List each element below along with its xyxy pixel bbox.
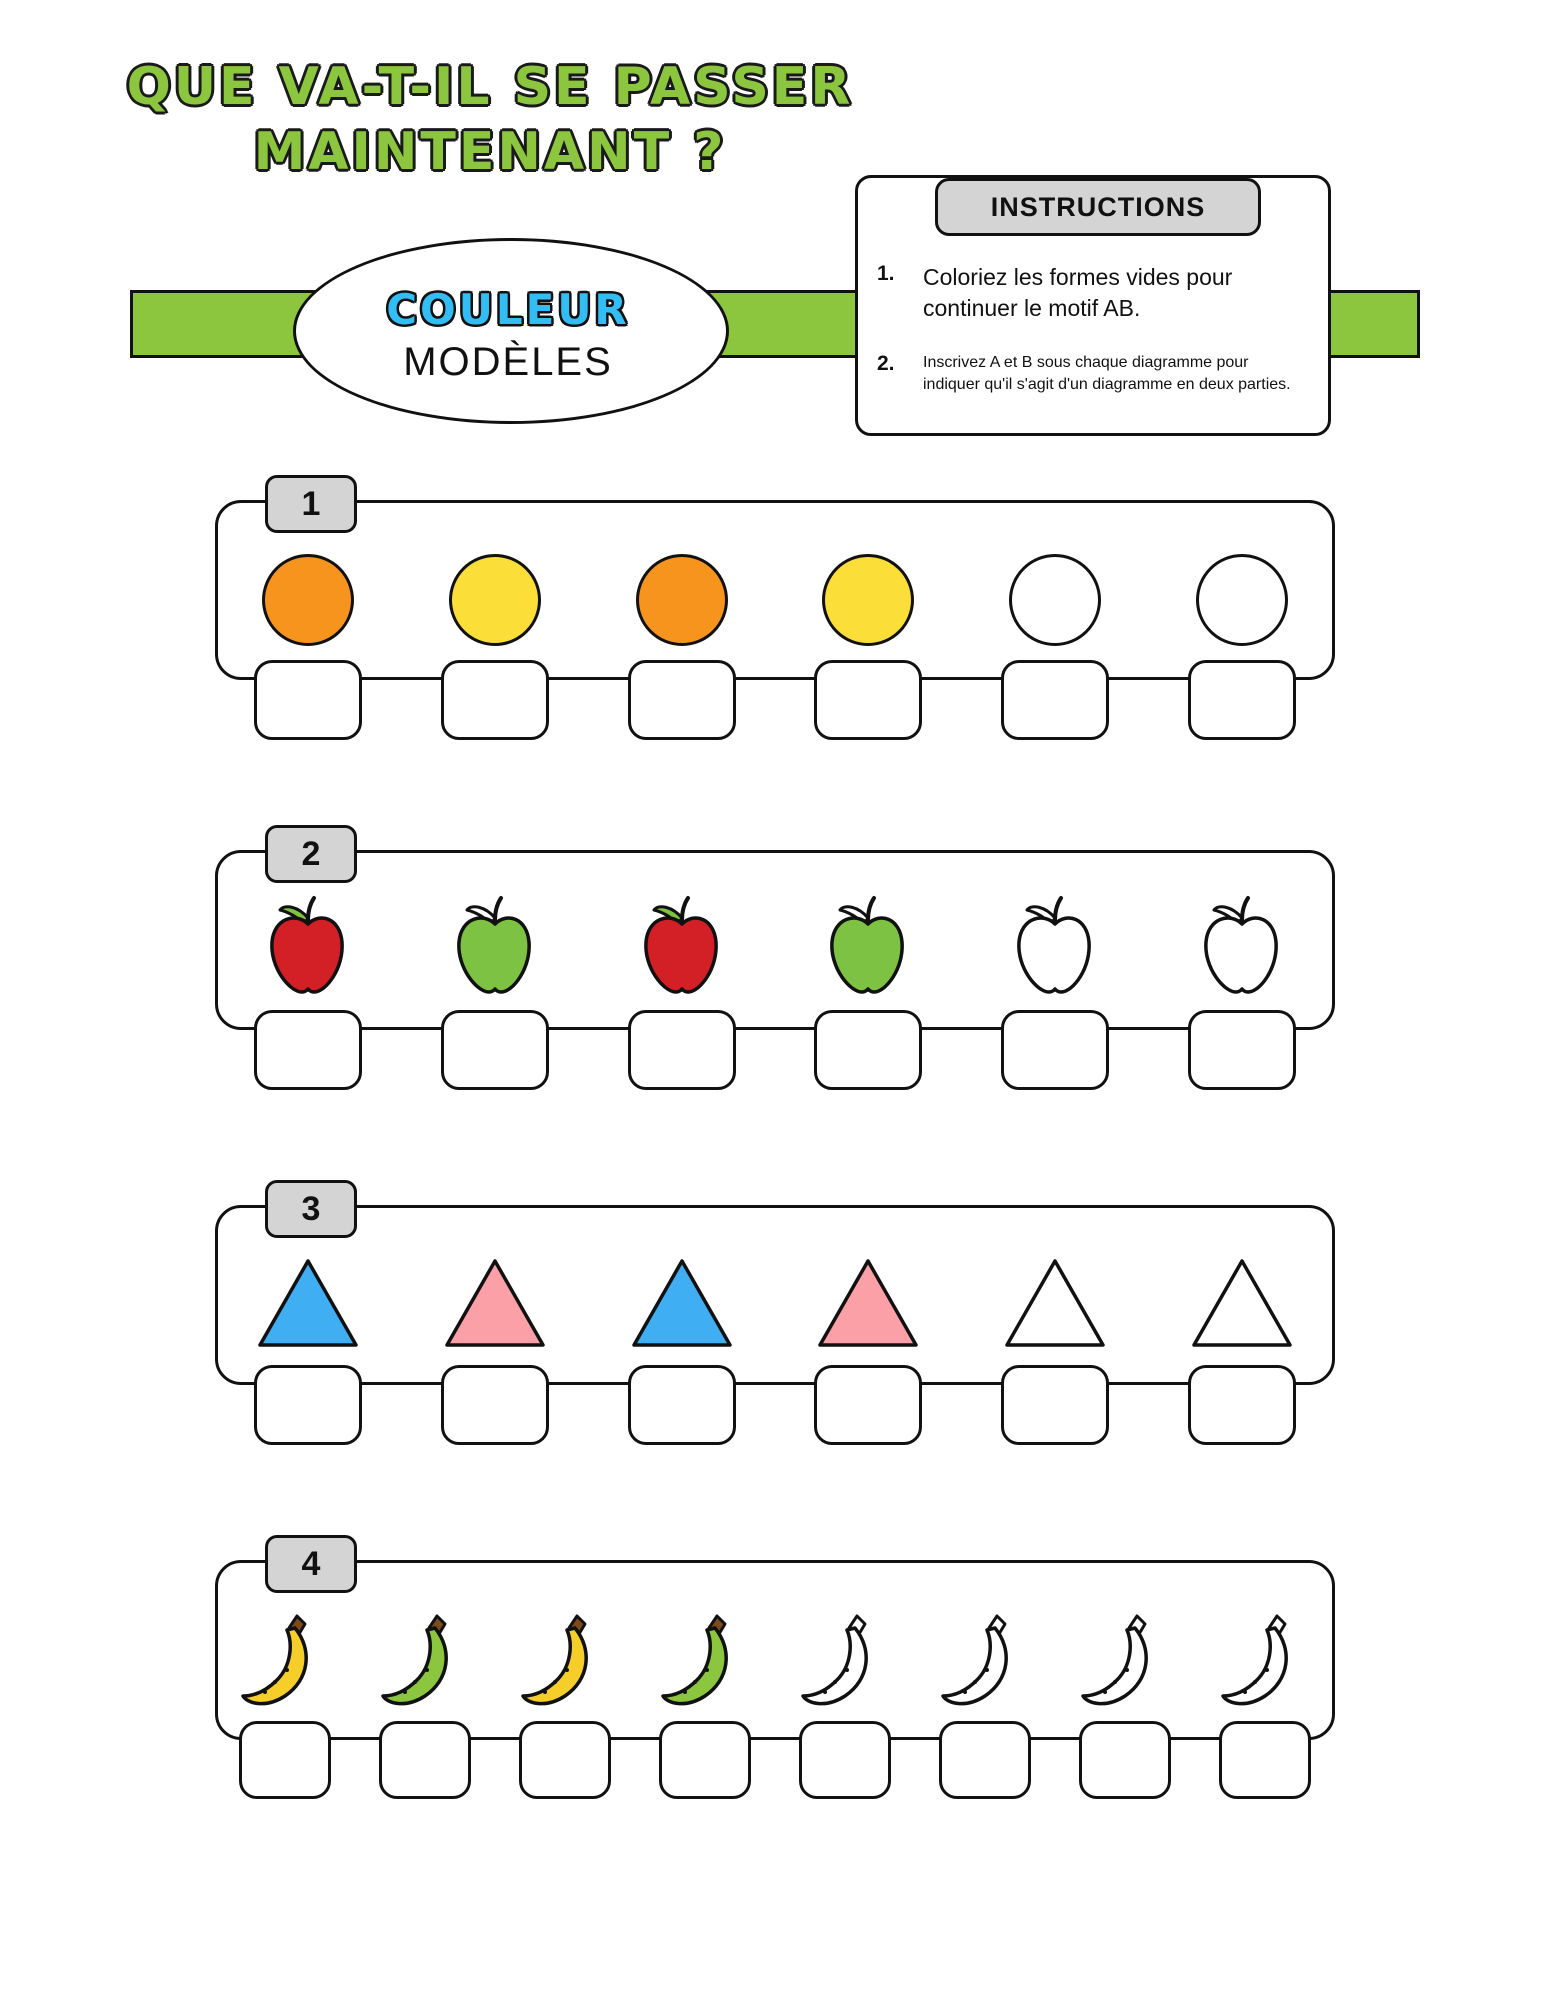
answer-box[interactable] [814, 660, 922, 740]
badge-title-couleur: COULEUR [386, 285, 630, 334]
instruction-text-2: Inscrivez A et B sous chaque diagramme pour indiquer qu'il s'agit d'un diagramme en deux parties. [923, 354, 1291, 394]
apple-shape-3 [632, 890, 732, 1000]
exercise-4-number: 4 [265, 1535, 357, 1593]
answer-box[interactable] [1001, 660, 1109, 740]
banana-shape-8[interactable] [1215, 1608, 1315, 1713]
circle-shape-5[interactable] [1009, 554, 1101, 646]
answer-box[interactable] [1188, 1010, 1296, 1090]
circle-shape-1 [262, 554, 354, 646]
exercise-3-number: 3 [265, 1180, 357, 1238]
instruction-item-2 [877, 352, 1307, 397]
instruction-text-1: Coloriez les formes vides pour continuer le motif AB. [923, 264, 1233, 322]
triangle-shape-3 [627, 1253, 737, 1353]
instruction-number-2: 2. [877, 352, 895, 375]
banana-shape-3 [515, 1608, 615, 1713]
instruction-number-1: 1. [877, 262, 895, 285]
answer-box[interactable] [1079, 1721, 1171, 1799]
answer-box[interactable] [1188, 1365, 1296, 1445]
banana-shape-5[interactable] [795, 1608, 895, 1713]
triangle-shape-6[interactable] [1187, 1253, 1297, 1353]
circle-shape-2 [449, 554, 541, 646]
banana-shape-7[interactable] [1075, 1608, 1175, 1713]
answer-box[interactable] [628, 660, 736, 740]
triangle-shape-2 [440, 1253, 550, 1353]
apple-shape-1 [258, 890, 358, 1000]
exercise-1-shapes [215, 530, 1335, 670]
answer-box[interactable] [799, 1721, 891, 1799]
badge-title-modeles: MODÈLES [403, 340, 613, 384]
exercise-1-answers [215, 655, 1335, 745]
answer-box[interactable] [939, 1721, 1031, 1799]
page-title [90, 55, 890, 185]
page-title-line-1: QUE VA-T-IL SE PASSER [126, 57, 854, 117]
exercise-2-number: 2 [265, 825, 357, 883]
circle-shape-6[interactable] [1196, 554, 1288, 646]
exercise-2-answers [215, 1005, 1335, 1095]
answer-box[interactable] [441, 1365, 549, 1445]
answer-box[interactable] [254, 1010, 362, 1090]
answer-box[interactable] [1188, 660, 1296, 740]
answer-box[interactable] [659, 1721, 751, 1799]
answer-box[interactable] [1219, 1721, 1311, 1799]
exercise-1-number: 1 [265, 475, 357, 533]
exercise-2-shapes [215, 875, 1335, 1015]
banana-shape-1 [235, 1608, 335, 1713]
exercise-4-shapes [215, 1590, 1335, 1730]
answer-box[interactable] [1001, 1010, 1109, 1090]
triangle-shape-4 [813, 1253, 923, 1353]
answer-box[interactable] [519, 1721, 611, 1799]
instruction-item-1 [877, 262, 1307, 324]
circle-shape-4 [822, 554, 914, 646]
answer-box[interactable] [441, 660, 549, 740]
banana-shape-4 [655, 1608, 755, 1713]
apple-shape-2 [445, 890, 545, 1000]
exercise-3-answers [215, 1360, 1335, 1450]
triangle-shape-5[interactable] [1000, 1253, 1110, 1353]
apple-shape-4 [818, 890, 918, 1000]
answer-box[interactable] [814, 1365, 922, 1445]
answer-box[interactable] [239, 1721, 331, 1799]
apple-shape-5[interactable] [1005, 890, 1105, 1000]
answer-box[interactable] [628, 1365, 736, 1445]
answer-box[interactable] [1001, 1365, 1109, 1445]
worksheet-header [0, 0, 1545, 460]
page-title-line-2: MAINTENANT ? [253, 122, 727, 182]
instructions-title: INSTRUCTIONS [935, 178, 1261, 236]
exercise-4-answers [215, 1715, 1335, 1805]
exercise-3-shapes [215, 1233, 1335, 1373]
answer-box[interactable] [254, 660, 362, 740]
apple-shape-6[interactable] [1192, 890, 1292, 1000]
answer-box[interactable] [814, 1010, 922, 1090]
banana-shape-2 [375, 1608, 475, 1713]
answer-box[interactable] [628, 1010, 736, 1090]
answer-box[interactable] [254, 1365, 362, 1445]
triangle-shape-1 [253, 1253, 363, 1353]
answer-box[interactable] [441, 1010, 549, 1090]
banana-shape-6[interactable] [935, 1608, 1035, 1713]
answer-box[interactable] [379, 1721, 471, 1799]
circle-shape-3 [636, 554, 728, 646]
